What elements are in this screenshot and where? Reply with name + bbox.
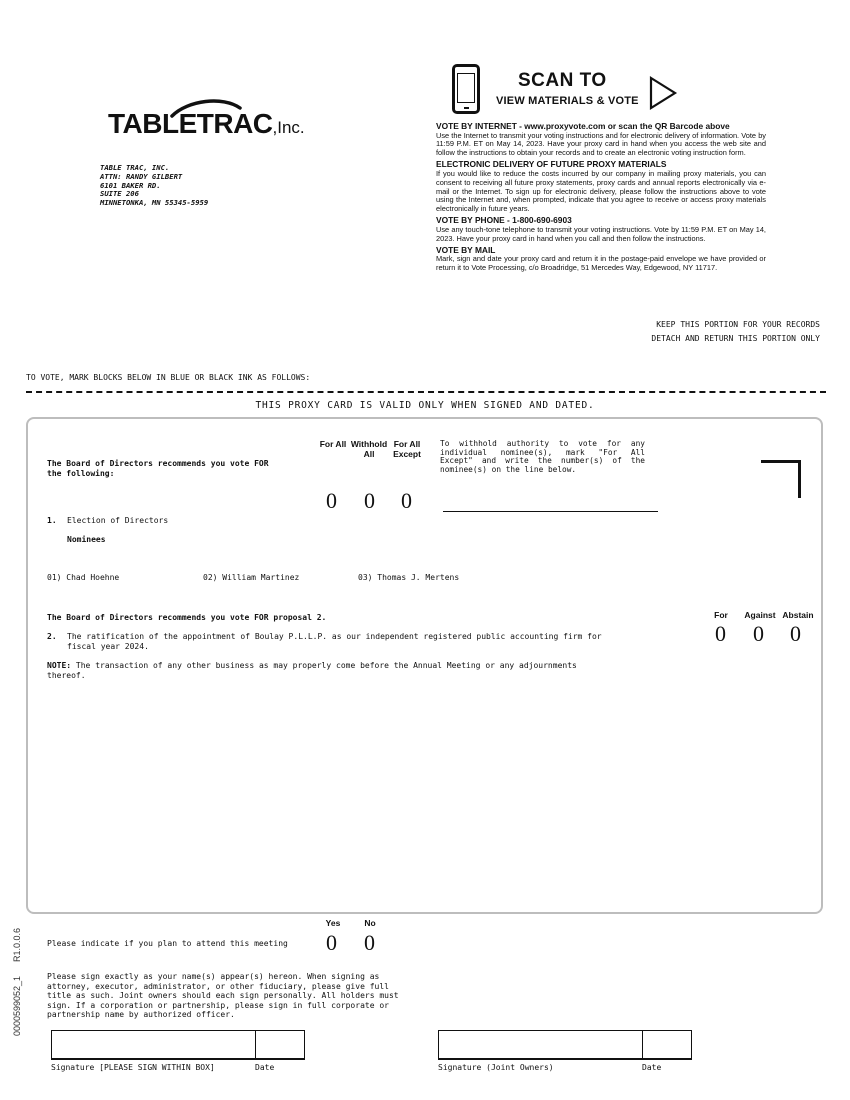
- address-line: SUITE 206: [100, 189, 139, 199]
- proposal2-abstain-checkbox[interactable]: 0: [790, 621, 801, 646]
- voting-instructions: [436, 120, 766, 273]
- address-line: 6101 BAKER RD.: [100, 180, 161, 190]
- phone-vote-heading: VOTE BY PHONE - 1-800-690-6903: [436, 215, 572, 226]
- col-abstain: Abstain: [782, 610, 814, 620]
- internet-vote-heading: VOTE BY INTERNET - www.proxyvote.com or scan the QR Barcode above: [436, 121, 730, 131]
- date-2-label: Date: [642, 1063, 662, 1072]
- logo-inc: ,Inc.: [272, 118, 305, 137]
- col-for-all-except: For All Except: [393, 439, 421, 459]
- logo-text: TABLETRAC: [108, 108, 273, 139]
- note-text: The transaction of any other business as may properly come before the Annual Meeting or any adjournments thereof.: [47, 661, 577, 680]
- to-vote-instruction: TO VOTE, MARK BLOCKS BELOW IN BLUE OR BLACK INK AS FOLLOWS:: [26, 373, 311, 382]
- item2-text: The ratification of the appointment of Boulay P.L.L.P. as our independent registered public accounting firm for fiscal year 2024.: [67, 632, 602, 651]
- nominee-2: 02) William Martinez: [203, 573, 300, 582]
- for-all-except-checkbox[interactable]: 0: [401, 488, 412, 513]
- proposal2-for-checkbox[interactable]: 0: [715, 621, 726, 646]
- signature-box-1[interactable]: [51, 1030, 305, 1060]
- phone-vote-text: Use any touch-tone telephone to transmit your voting instructions. Vote by 11:59 P.M. ET on May 14, 2023. Have your proxy card in hand when you call and then follow the instructions.: [436, 224, 766, 243]
- attend-yes-checkbox[interactable]: 0: [326, 930, 337, 955]
- nominees-label: Nominees: [67, 535, 106, 544]
- internet-vote-text: Use the Internet to transmit your voting instructions and for electronic delivery of information. Vote by 11:59 P.M. ET on May 14, 2023. Have your proxy card in hand when you access the web site and follow the instructions to obtain your records and to create an electronic voting instruction form.: [436, 130, 766, 158]
- electronic-delivery-text: If you would like to reduce the costs incurred by our company in mailing proxy materials, you can consent to receiving all future proxy statements, proxy cards and annual reports electronically via e-mail or the Internet. To sign up for electronic delivery, please follow the instructions above to vote using the Internet and, when prompted, indicate that you agree to receive or access proxy materials electronically in future years.: [436, 168, 766, 214]
- item1-label: Election of Directors: [67, 516, 169, 525]
- sign-instructions: Please sign exactly as your name(s) appear(s) hereon. When signing as attorney, executor, administrator, or other fiduciary, please give full title as such. Joint owners should each sign personally. All holders must sign. If a corporation or partnership, please sign in full corporate or partnership name by authorized officer.: [47, 972, 399, 1019]
- attend-question: Please indicate if you plan to attend this meeting: [47, 939, 288, 948]
- col-for-all: For All: [319, 439, 347, 449]
- address-line: ATTN: RANDY GILBERT: [100, 171, 183, 181]
- board-recommendation-2: The Board of Directors recommends you vote FOR proposal 2.: [47, 613, 327, 622]
- signature-2-label: Signature (Joint Owners): [438, 1063, 554, 1072]
- nominee-1: 01) Chad Hoehne: [47, 573, 120, 582]
- detach-portion-text: DETACH AND RETURN THIS PORTION ONLY: [651, 334, 820, 343]
- mail-vote-heading: VOTE BY MAIL: [436, 244, 496, 255]
- col-for: For: [714, 610, 728, 620]
- signature-1-label: Signature [PLEASE SIGN WITHIN BOX]: [51, 1063, 215, 1072]
- col-withhold-all: Withhold All: [350, 439, 388, 459]
- side-code-1: R1.0.0.6: [12, 927, 22, 962]
- mailing-address: [100, 164, 208, 208]
- detach-line: [26, 391, 826, 393]
- attend-no-checkbox[interactable]: 0: [364, 930, 375, 955]
- board-recommendation-1: The Board of Directors recommends you vote FOR the following:: [47, 459, 269, 478]
- electronic-delivery-heading: ELECTRONIC DELIVERY OF FUTURE PROXY MATERIALS: [436, 159, 667, 170]
- phone-icon: [452, 64, 480, 114]
- valid-notice: THIS PROXY CARD IS VALID ONLY WHEN SIGNED AND DATED.: [255, 400, 595, 411]
- address-line: MINNETONKA, MN 55345-5959: [100, 198, 209, 208]
- mail-vote-text: Mark, sign and date your proxy card and return it in the postage-paid envelope we have provided or return it to Vote Processing, c/o Broadridge, 51 Mercedes Way, Edgewood, NY 11717.: [436, 254, 766, 272]
- for-all-checkbox[interactable]: 0: [326, 488, 337, 513]
- note: [47, 661, 607, 680]
- nominee-3: 03) Thomas J. Mertens: [358, 573, 460, 582]
- note-label: NOTE:: [47, 661, 72, 670]
- portion-notice: [651, 318, 820, 346]
- col-yes: Yes: [325, 918, 341, 928]
- date-1-label: Date: [255, 1063, 275, 1072]
- date-divider: [255, 1031, 256, 1058]
- play-arrow-icon: [648, 76, 678, 110]
- side-code-2: 0000599052_1: [12, 975, 22, 1036]
- company-logo: [108, 108, 305, 140]
- signature-box-2[interactable]: [438, 1030, 692, 1060]
- withhold-all-checkbox[interactable]: 0: [364, 488, 375, 513]
- nominee-number-line[interactable]: [443, 511, 658, 512]
- withhold-instructions: To withhold authority to vote for any individual nominee(s), mark "For All Except" and write the number(s) of the nominee(s) on the line below.: [440, 439, 645, 474]
- item1-number: 1.: [47, 516, 57, 525]
- corner-mark: [761, 460, 801, 498]
- col-no: No: [364, 918, 376, 928]
- date-divider: [642, 1031, 643, 1058]
- address-line: TABLE TRAC, INC.: [100, 163, 170, 172]
- keep-portion-text: KEEP THIS PORTION FOR YOUR RECORDS: [656, 320, 820, 329]
- scan-title: SCAN TO: [518, 70, 607, 91]
- col-against: Against: [744, 610, 776, 620]
- proposal2-against-checkbox[interactable]: 0: [753, 621, 764, 646]
- item2-number: 2.: [47, 632, 57, 641]
- scan-subtitle: VIEW MATERIALS & VOTE: [496, 95, 639, 107]
